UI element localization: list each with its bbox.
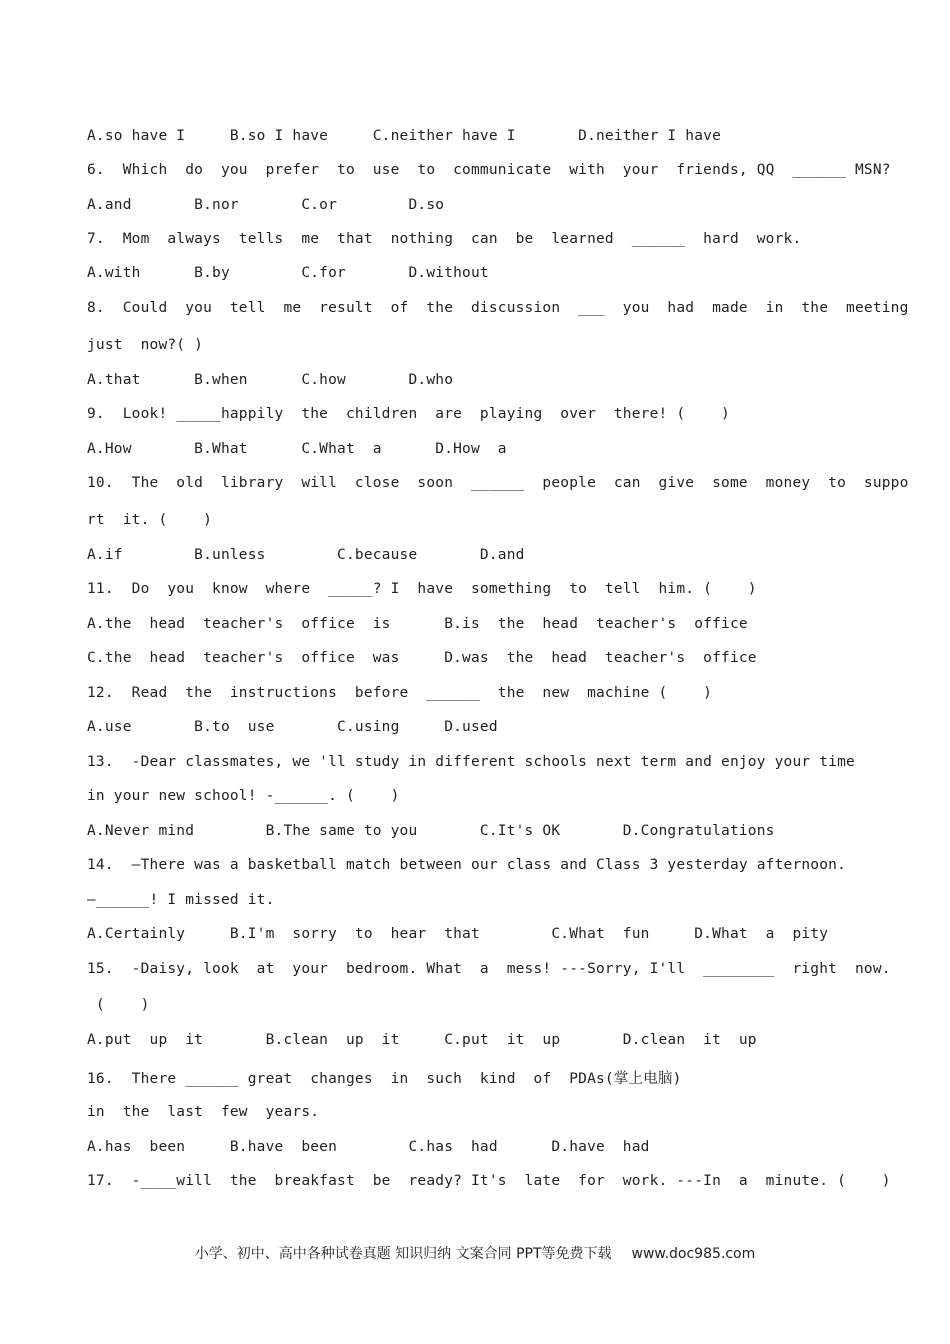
- text-line: —______! I missed it.: [87, 892, 275, 908]
- text-line: 16. There ______ great changes in such kind of PDAs(掌上电脑): [87, 1071, 682, 1087]
- text-line: just now?( ): [87, 337, 204, 353]
- footer-link[interactable]: www.doc985.com: [631, 1246, 756, 1262]
- text-line: 10. The old library will close soon ______ people can give some money to suppo: [87, 475, 909, 491]
- footer-text: 小学、初中、高中各种试卷真题 知识归纳 文案合同 PPT等免费下载: [194, 1246, 612, 1262]
- text-line: ( ): [87, 997, 150, 1013]
- text-line: A.that B.when C.how D.who: [87, 372, 454, 388]
- text-line: 6. Which do you prefer to use to communicate with your friends, QQ ______ MSN?: [87, 162, 891, 178]
- text-line: A.use B.to use C.using D.used: [87, 719, 498, 735]
- text-line: A.and B.nor C.or D.so: [87, 197, 445, 213]
- text-line: 9. Look! _____happily the children are playing over there! ( ): [87, 406, 730, 422]
- text-line: A.so have I B.so I have C.neither have I D.neither I have: [87, 128, 722, 144]
- text-line: 8. Could you tell me result of the discussion ___ you had made in the meeting: [87, 300, 909, 316]
- text-line: C.the head teacher's office was D.was the head teacher's office: [87, 650, 757, 666]
- text-line: A.has been B.have been C.has had D.have had: [87, 1139, 650, 1155]
- text-line: 13. -Dear classmates, we 'll study in different schools next term and enjoy your time: [87, 754, 855, 770]
- text-line: 15. -Daisy, look at your bedroom. What a mess! ---Sorry, I'll ________ right now.: [87, 961, 891, 977]
- text-line: 17. -____will the breakfast be ready? It's late for work. ---In a minute. ( ): [87, 1173, 891, 1189]
- text-line: A.Never mind B.The same to you C.It's OK D.Congratulations: [87, 823, 775, 839]
- text-line: A.the head teacher's office is B.is the head teacher's office: [87, 616, 748, 632]
- text-line: A.with B.by C.for D.without: [87, 265, 489, 281]
- text-line: in the last few years.: [87, 1104, 320, 1120]
- text-line: 7. Mom always tells me that nothing can be learned ______ hard work.: [87, 231, 802, 247]
- text-line: rt it. ( ): [87, 512, 213, 528]
- text-line: 14. —There was a basketball match between our class and Class 3 yesterday afternoon.: [87, 857, 847, 873]
- text-line: A.put up it B.clean up it C.put it up D.clean it up: [87, 1032, 757, 1048]
- text-line: A.if B.unless C.because D.and: [87, 547, 525, 563]
- text-line: 11. Do you know where _____? I have something to tell him. ( ): [87, 581, 757, 597]
- text-line: A.Certainly B.I'm sorry to hear that C.What fun D.What a pity: [87, 926, 829, 942]
- footer: [0, 1243, 950, 1263]
- text-line: in your new school! -______. ( ): [87, 788, 400, 804]
- text-line: A.How B.What C.What a D.How a: [87, 441, 507, 457]
- text-line: 12. Read the instructions before ______ the new machine ( ): [87, 685, 713, 701]
